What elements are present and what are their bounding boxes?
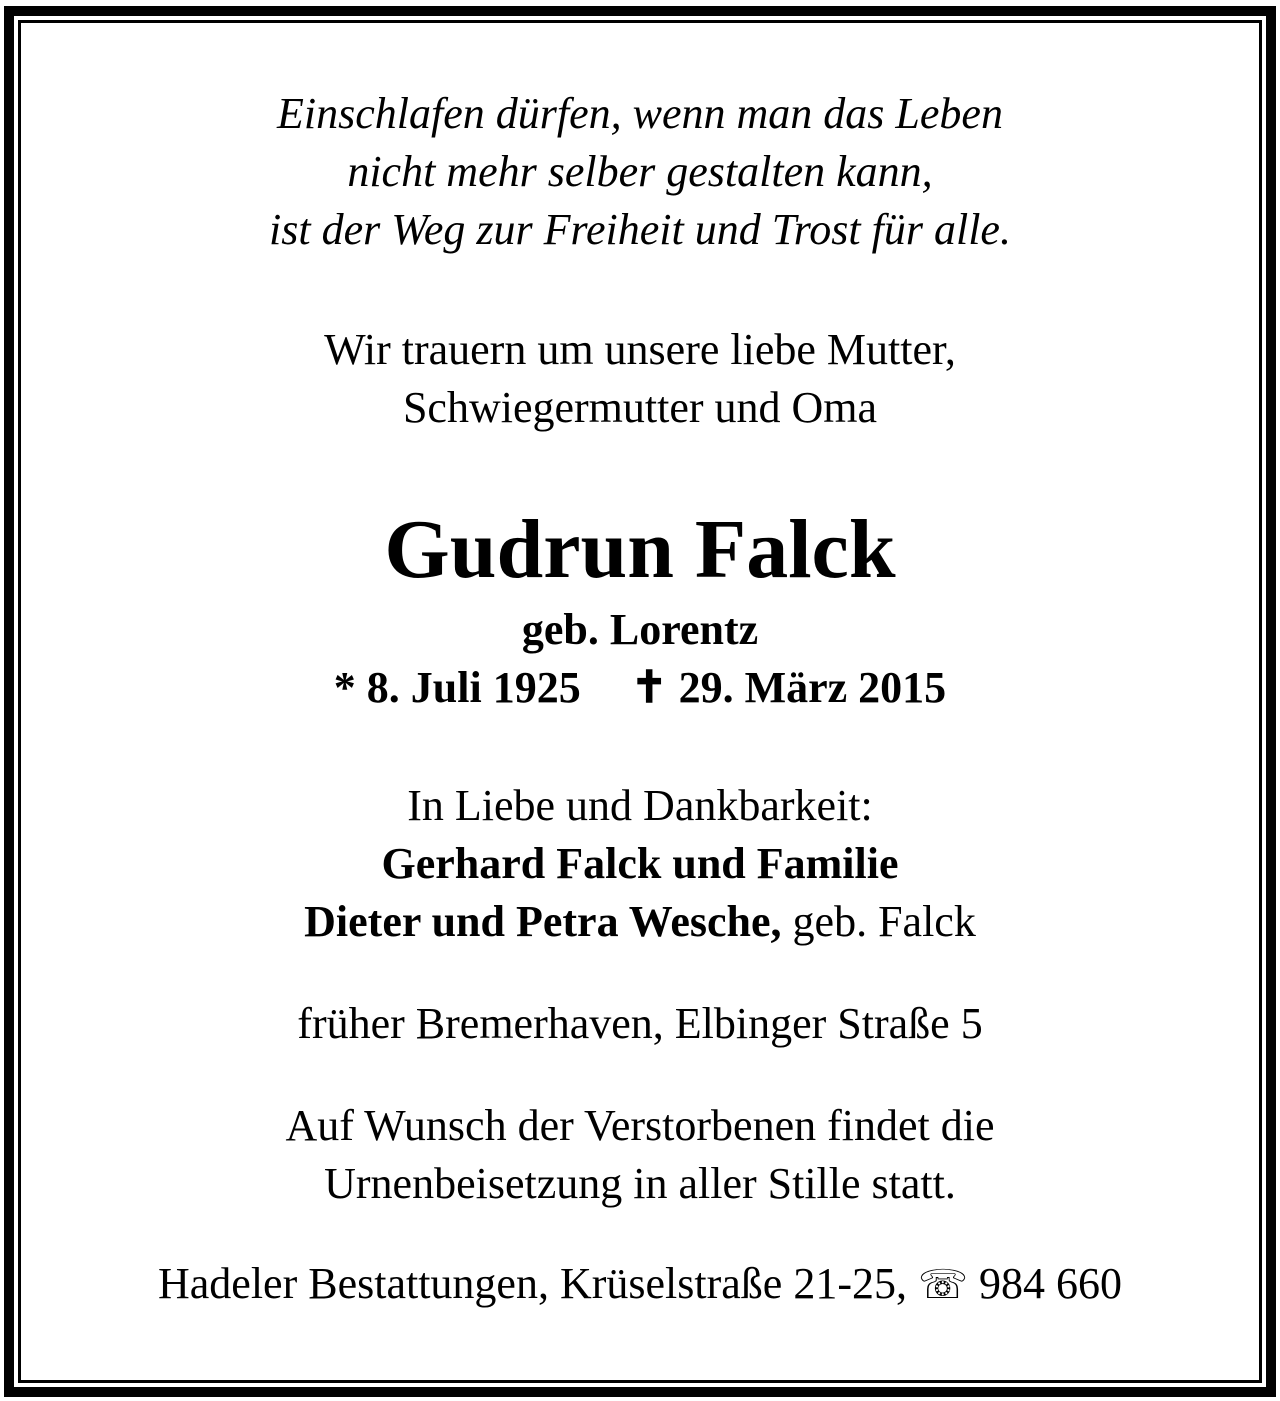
funeral-home (0, 1259, 1280, 1308)
funeral-home-phone: 984 660 (968, 1259, 1123, 1308)
telephone-icon: ☏ (917, 1262, 969, 1308)
motto-line-1: Einschlafen dürfen, wenn man das Leben (277, 89, 1003, 138)
notice-line-2: Urnenbeisetzung in aller Stille statt. (324, 1159, 956, 1208)
mourners-line-2-names: Dieter und Petra Wesche, (304, 897, 782, 946)
mourners-line-2 (0, 897, 1280, 946)
motto-line-3: ist der Weg zur Freiheit und Trost für alle. (269, 205, 1011, 254)
deceased-name: Gudrun Falck (384, 503, 896, 596)
notice-line-1: Auf Wunsch der Verstorbenen findet die (285, 1101, 995, 1150)
death-date: ✝ 29. März 2015 (630, 663, 947, 712)
funeral-home-text: Hadeler Bestattungen, Krüselstraße 21-25, (157, 1259, 918, 1308)
intro-line-2: Schwiegermutter und Oma (402, 383, 878, 432)
mourners-line-1: Gerhard Falck und Familie (381, 839, 899, 888)
life-dates (0, 663, 1280, 712)
former-address: früher Bremerhaven, Elbinger Straße 5 (297, 999, 983, 1048)
intro-line-1: Wir trauern um unsere liebe Mutter, (324, 325, 956, 374)
mourners-line-2-maiden: geb. Falck (781, 897, 976, 946)
mourners-intro: In Liebe und Dankbarkeit: (407, 781, 873, 830)
maiden-name: geb. Lorentz (521, 605, 759, 654)
motto-line-2: nicht mehr selber gestalten kann, (347, 147, 933, 196)
birth-date: * 8. Juli 1925 (333, 663, 581, 712)
